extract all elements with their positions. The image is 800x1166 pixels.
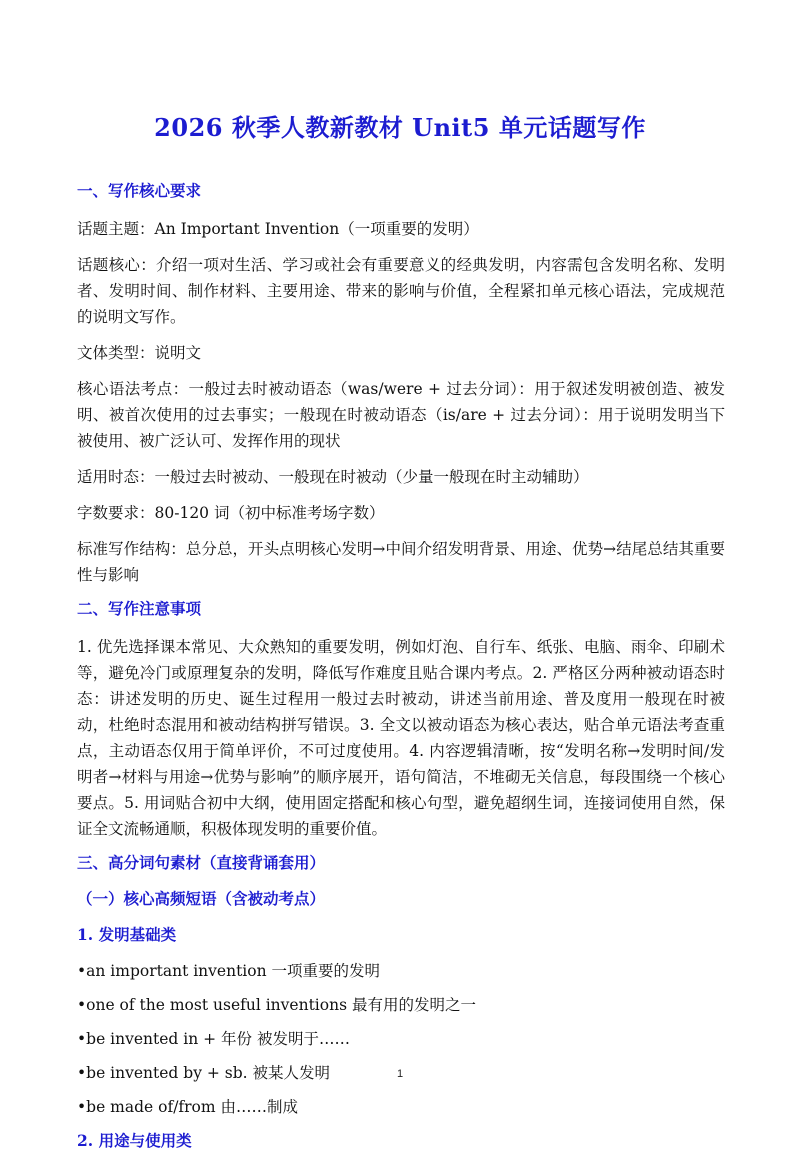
list-item: •be invented by + sb. 被某人发明: [77, 1064, 331, 1082]
page-number: 1: [396, 1068, 404, 1080]
list-item: •be made of/from 由……制成: [77, 1098, 299, 1116]
paragraph-genre: 文体类型：说明文: [77, 344, 202, 362]
section-heading-materials: 三、高分词句素材（直接背诵套用）: [77, 853, 326, 872]
paragraph-topic-core: 话题核心：介绍一项对生活、学习或社会有重要意义的经典发明，内容需包含发明名称、发明者、发明时间、制作材料、主要用途、带来的影响与价值，全程紧扣单元核心语法，完成规范的说明文写作。: [77, 256, 725, 326]
paragraph-tense: 适用时态：一般过去时被动、一般现在时被动（少量一般现在时主动辅助）: [77, 468, 589, 486]
section-heading-requirements: 一、写作核心要求: [77, 181, 202, 200]
category-heading-basics: 1. 发明基础类: [77, 925, 177, 944]
document-body: [77, 180, 725, 1166]
document-title: 2026 秋季人教新教材 Unit5 单元话题写作: [154, 113, 646, 142]
paragraph-grammar: 核心语法考点：一般过去时被动语态（was/were + 过去分词）：用于叙述发明被创造、被发明、被首次使用的过去事实；一般现在时被动语态（is/are + 过去分词）：用于说明发明当下被使用、被广泛认可、发挥作用的现状: [77, 380, 725, 450]
paragraph-structure: 标准写作结构：总分总，开头点明核心发明→中间介绍发明背景、用途、优势→结尾总结其重要性与影响: [77, 540, 725, 584]
section-heading-notes: 二、写作注意事项: [77, 599, 202, 618]
paragraph-word-count: 字数要求：80-120 词（初中标准考场字数）: [77, 504, 385, 522]
subheading-phrases: （一）核心高频短语（含被动考点）: [77, 889, 326, 908]
paragraph-topic: 话题主题：An Important Invention（一项重要的发明）: [77, 220, 479, 238]
list-item: •an important invention 一项重要的发明: [77, 962, 380, 980]
list-item: •be invented in + 年份 被发明于……: [77, 1030, 350, 1048]
paragraph-notes: 1. 优先选择课本常见、大众熟知的重要发明，例如灯泡、自行车、纸张、电脑、雨伞、印刷术等，避免冷门或原理复杂的发明，降低写作难度且贴合课内考点。2. 严格区分两种被动语态时态：讲述发明的历史、诞生过程用一般过去时被动，讲述当前用途、普及度用一般现在时被动，杜绝时态混用和被动结构拼写错误。3. 全文以被动语态为核心表达，贴合单元语法考查重点，主动语态仅用于简单评价，不可过度使用。4. 内容逻辑清晰，按“发明名称→发明时间/发明者→材料与用途→优势与影响”的顺序展开，语句简洁，不堆砌无关信息，每段围绕一个核心要点。5. 用词贴合初中大纲，使用固定搭配和核心句型，避免超纲生词，连接词使用自然，保证全文流畅通顺，积极体现发明的重要价值。: [77, 638, 725, 838]
category-heading-usage: 2. 用途与使用类: [77, 1131, 192, 1150]
list-item: •one of the most useful inventions 最有用的发明之一: [77, 996, 476, 1014]
